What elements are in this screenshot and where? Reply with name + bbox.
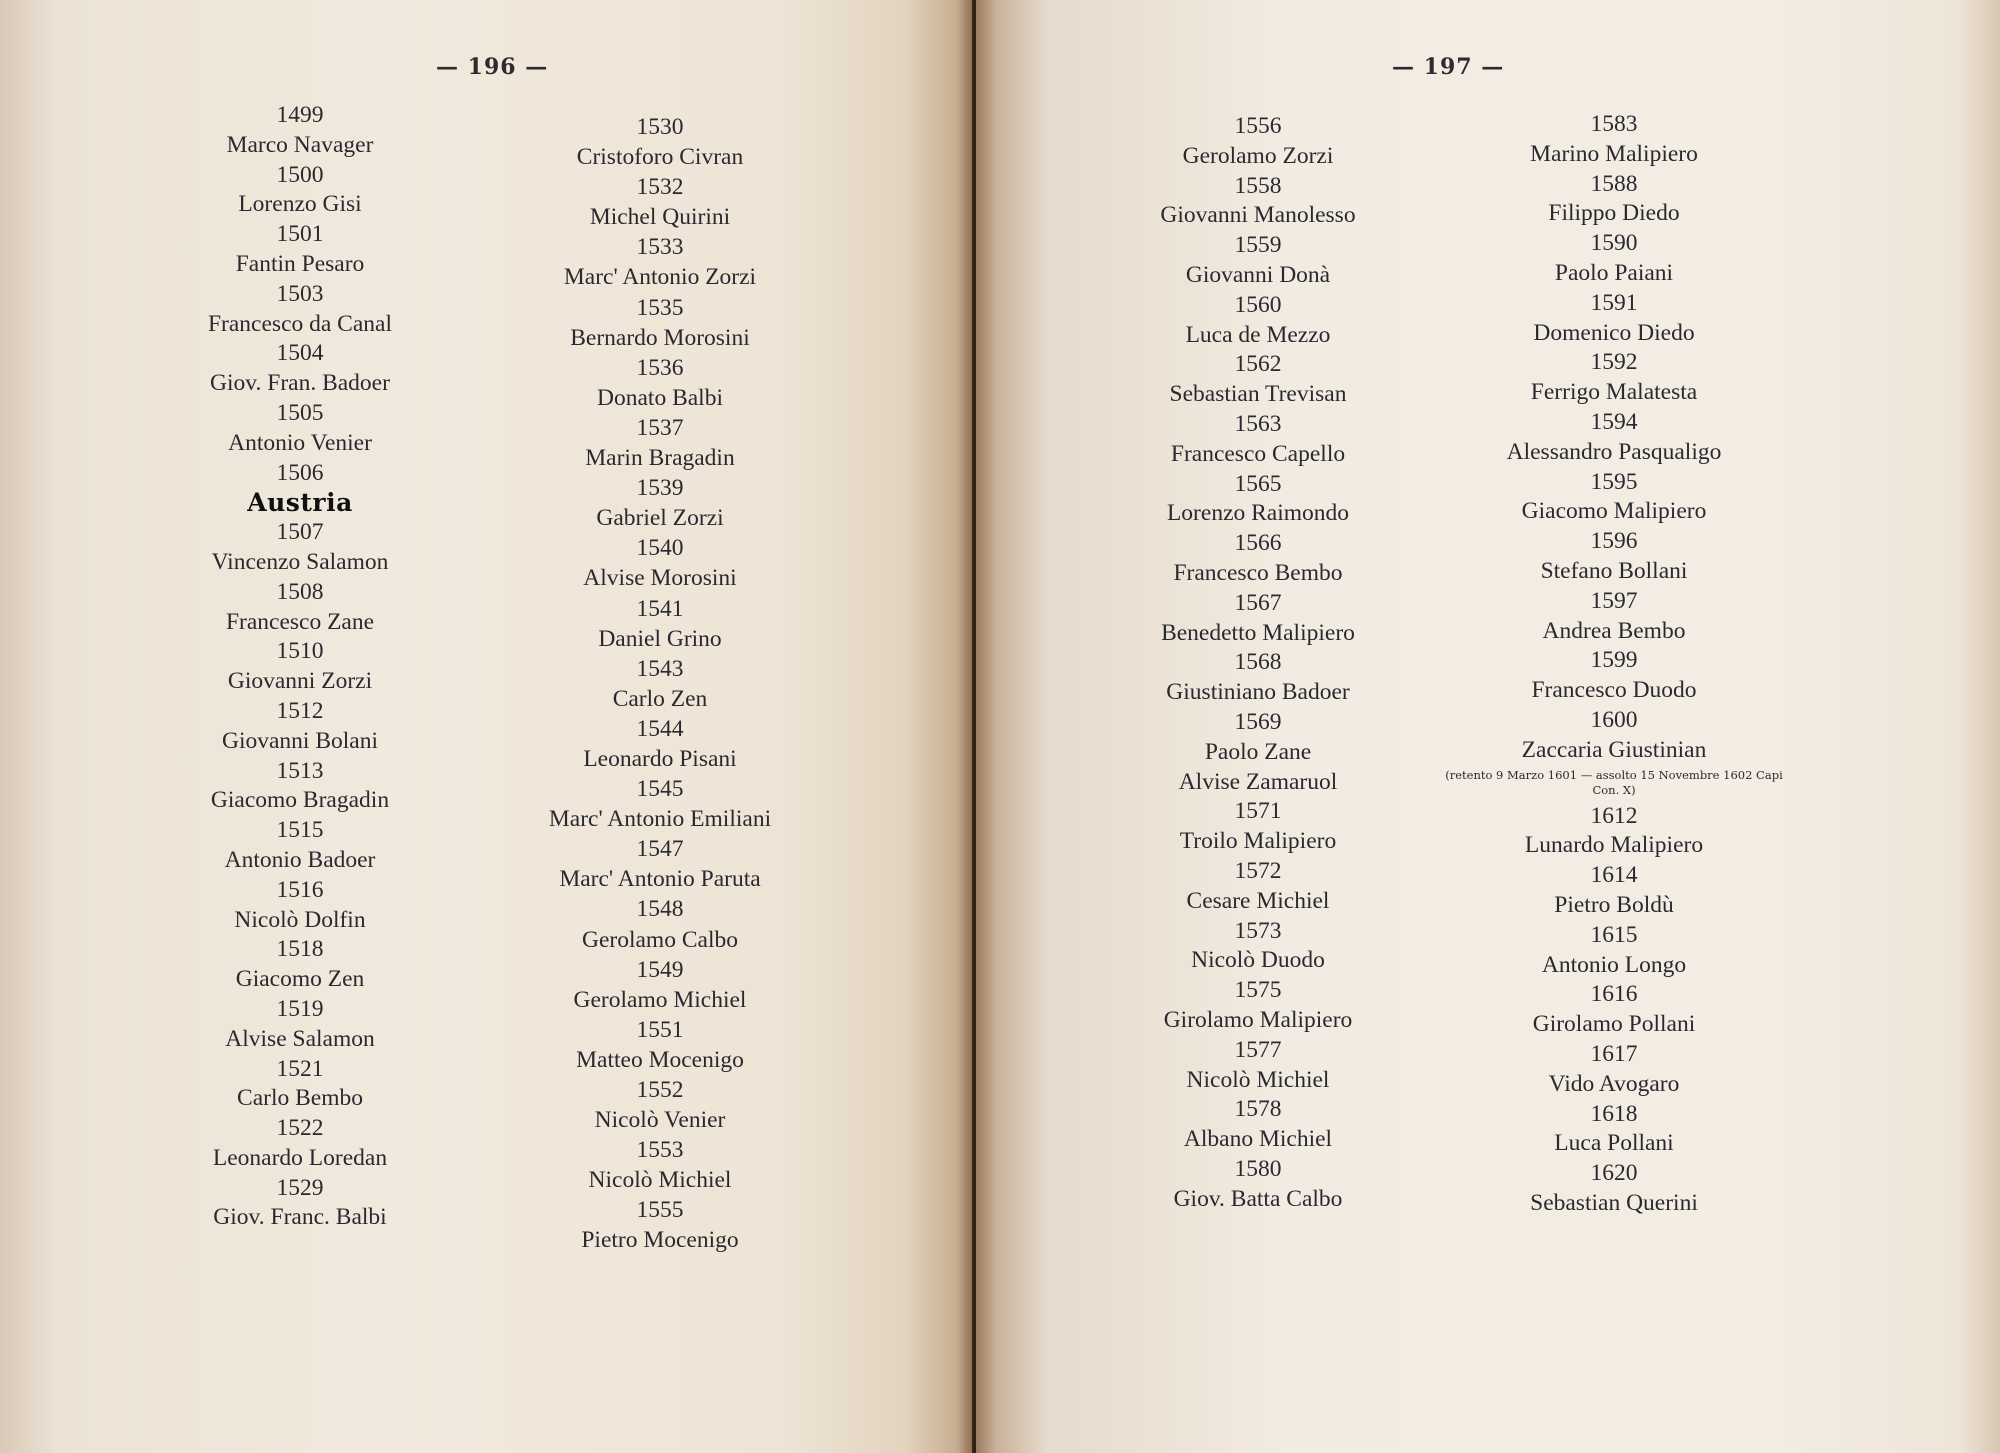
- name-entry: Giovanni Donà: [1185, 261, 1331, 288]
- year-entry: 1612: [1590, 802, 1638, 829]
- name-entry: Lunardo Malipiero: [1524, 832, 1704, 859]
- name-entry: Antonio Longo: [1541, 951, 1687, 978]
- name-entry: Michel Quirini: [589, 204, 731, 231]
- name-entry: Gabriel Zorzi: [596, 505, 724, 532]
- name-entry: Lorenzo Raimondo: [1166, 500, 1350, 527]
- name-entry: Marc' Antonio Zorzi: [563, 264, 757, 291]
- page-number-header: — 197 —: [1392, 54, 1505, 80]
- name-entry: Francesco Zane: [225, 608, 375, 635]
- name-entry: Albano Michiel: [1183, 1126, 1333, 1153]
- name-entry: Nicolò Dolfin: [234, 906, 366, 933]
- footnote-entry: (retento 9 Marzo 1601 — assolto 15 Novembre 1602 Capi Con. X): [1445, 767, 1783, 797]
- name-entry: Francesco Capello: [1170, 440, 1346, 467]
- year-entry: 1567: [1234, 589, 1282, 616]
- year-entry: 1617: [1590, 1040, 1638, 1067]
- name-entry: Vincenzo Salamon: [211, 548, 389, 575]
- year-entry: 1600: [1590, 706, 1638, 733]
- year-entry: 1553: [636, 1137, 684, 1164]
- name-entry: Giacomo Malipiero: [1521, 498, 1707, 525]
- name-entry: Carlo Zen: [612, 685, 708, 712]
- name-entry: Nicolò Duodo: [1191, 947, 1325, 974]
- year-entry: 1515: [276, 817, 324, 844]
- year-entry: 1571: [1234, 798, 1282, 825]
- year-entry: 1577: [1234, 1036, 1282, 1063]
- year-entry: 1562: [1234, 351, 1282, 378]
- year-entry: 1513: [276, 757, 324, 784]
- name-entry: Alessandro Pasqualigo: [1506, 438, 1722, 465]
- name-entry: Matteo Mocenigo: [576, 1046, 744, 1073]
- year-entry: 1565: [1234, 470, 1282, 497]
- column-left-1: [150, 101, 450, 1233]
- year-entry: 1572: [1234, 857, 1282, 884]
- year-entry: 1552: [636, 1077, 684, 1103]
- year-entry: 1508: [276, 578, 324, 605]
- name-entry: Gerolamo Calbo: [582, 926, 738, 953]
- name-entry: Daniel Grino: [598, 625, 722, 652]
- name-entry: Antonio Badoer: [224, 846, 376, 873]
- year-entry: 1518: [276, 936, 324, 963]
- name-entry: Antonio Venier: [228, 429, 372, 456]
- year-entry: 1551: [636, 1016, 684, 1043]
- name-entry: Nicolò Michiel: [1186, 1066, 1330, 1093]
- name-entry: Marino Malipiero: [1530, 140, 1698, 167]
- name-entry: Pietro Boldù: [1554, 891, 1674, 918]
- column-right-1: [1108, 112, 1408, 1214]
- year-entry: 1618: [1590, 1100, 1638, 1127]
- year-entry: 1535: [636, 294, 684, 321]
- name-entry: Benedetto Malipiero: [1161, 619, 1355, 646]
- year-entry: 1597: [1590, 587, 1638, 614]
- name-entry: Alvise Morosini: [583, 565, 737, 592]
- year-entry: 1503: [276, 280, 324, 307]
- year-entry: 1516: [276, 876, 324, 903]
- name-entry: Leonardo Loredan: [212, 1144, 388, 1171]
- year-entry: 1578: [1234, 1096, 1282, 1123]
- year-entry: 1521: [276, 1055, 324, 1082]
- year-entry: 1558: [1234, 172, 1282, 199]
- name-entry: Luca Pollani: [1554, 1130, 1674, 1157]
- name-entry: Gerolamo Zorzi: [1182, 142, 1334, 169]
- name-entry: Ferrigo Malatesta: [1530, 379, 1698, 406]
- name-entry: Marin Bragadin: [585, 445, 735, 472]
- year-entry: 1507: [276, 519, 324, 546]
- year-entry: 1556: [1234, 113, 1282, 139]
- year-entry: 1620: [1590, 1160, 1638, 1187]
- name-entry: Paolo Paiani: [1554, 259, 1674, 286]
- year-entry: 1590: [1590, 230, 1638, 257]
- name-entry: Giovanni Manolesso: [1160, 202, 1356, 229]
- name-entry: Filippo Diedo: [1548, 200, 1680, 227]
- year-entry: 1575: [1234, 977, 1282, 1004]
- year-entry: 1595: [1590, 468, 1638, 495]
- year-entry: 1549: [636, 956, 684, 983]
- year-entry: 1548: [636, 896, 684, 923]
- year-entry: 1537: [636, 414, 684, 441]
- name-entry: Alvise Zamaruol: [1178, 768, 1338, 795]
- year-entry: 1547: [636, 836, 684, 863]
- name-entry: Francesco Duodo: [1531, 677, 1697, 704]
- right-page: [976, 0, 2000, 1453]
- name-entry: Marc' Antonio Emiliani: [548, 806, 772, 833]
- name-entry: Domenico Diedo: [1533, 319, 1695, 346]
- year-entry: 1540: [636, 535, 684, 562]
- year-entry: 1594: [1590, 408, 1638, 435]
- name-entry: Cesare Michiel: [1186, 887, 1330, 914]
- name-entry: Paolo Zane: [1204, 738, 1312, 765]
- name-entry: Francesco da Canal: [207, 310, 392, 337]
- year-entry: 1533: [636, 234, 684, 261]
- year-entry: 1512: [276, 697, 324, 724]
- name-entry: Zaccaria Giustinian: [1521, 736, 1707, 763]
- year-entry: 1530: [636, 114, 684, 140]
- year-entry: 1555: [636, 1197, 684, 1224]
- year-entry: 1568: [1234, 649, 1282, 676]
- year-entry: 1541: [636, 595, 684, 622]
- name-entry: Luca de Mezzo: [1185, 321, 1331, 348]
- name-entry: Giov. Fran. Badoer: [210, 370, 390, 397]
- name-entry: Francesco Bembo: [1173, 559, 1343, 586]
- name-entry: Girolamo Malipiero: [1163, 1006, 1353, 1033]
- name-entry: Marco Navager: [226, 131, 374, 158]
- column-right-2: [1444, 110, 1784, 1219]
- name-entry: Lorenzo Gisi: [238, 191, 362, 218]
- year-entry: 1559: [1234, 232, 1282, 259]
- name-entry: Giov. Franc. Balbi: [213, 1204, 387, 1231]
- year-entry: 1616: [1590, 981, 1638, 1008]
- year-entry: 1532: [636, 174, 684, 201]
- name-entry: Girolamo Pollani: [1532, 1011, 1696, 1038]
- name-entry: Marc' Antonio Paruta: [559, 866, 761, 893]
- year-entry: 1566: [1234, 530, 1282, 557]
- name-entry: Gerolamo Michiel: [573, 986, 747, 1013]
- year-entry: 1522: [276, 1115, 324, 1142]
- year-entry: 1591: [1590, 289, 1638, 316]
- page-number-header: — 196 —: [436, 54, 549, 80]
- name-entry: Pietro Mocenigo: [581, 1227, 739, 1254]
- year-entry: 1588: [1590, 170, 1638, 197]
- name-entry: Fantin Pesaro: [235, 250, 365, 277]
- name-entry: Sebastian Trevisan: [1169, 381, 1347, 408]
- name-entry: Giacomo Bragadin: [210, 787, 390, 814]
- year-entry: 1504: [276, 340, 324, 367]
- section-heading: Austria: [247, 488, 353, 518]
- name-entry: Giovanni Zorzi: [227, 668, 373, 695]
- year-entry: 1560: [1234, 291, 1282, 318]
- year-entry: 1592: [1590, 349, 1638, 376]
- year-entry: 1580: [1234, 1155, 1282, 1182]
- year-entry: 1563: [1234, 410, 1282, 437]
- name-entry: Giustiniano Badoer: [1166, 679, 1350, 706]
- name-entry: Sebastian Querini: [1530, 1189, 1698, 1216]
- name-entry: Giacomo Zen: [235, 966, 365, 993]
- year-entry: 1519: [276, 995, 324, 1022]
- year-entry: 1543: [636, 655, 684, 682]
- year-entry: 1500: [276, 161, 324, 188]
- name-entry: Andrea Bembo: [1542, 617, 1686, 644]
- name-entry: Vido Avogaro: [1548, 1070, 1680, 1097]
- name-entry: Giovanni Bolani: [222, 727, 378, 754]
- year-entry: 1539: [636, 475, 684, 502]
- year-entry: 1615: [1590, 921, 1638, 948]
- name-entry: Cristoforo Civran: [576, 144, 744, 171]
- year-entry: 1599: [1590, 647, 1638, 674]
- name-entry: Nicolò Michiel: [588, 1167, 732, 1194]
- year-entry: 1505: [276, 399, 324, 426]
- name-entry: Carlo Bembo: [237, 1085, 363, 1112]
- year-entry: 1501: [276, 221, 324, 248]
- name-entry: Donato Balbi: [597, 384, 723, 411]
- year-entry: 1510: [276, 638, 324, 665]
- name-entry: Giov. Batta Calbo: [1173, 1185, 1343, 1212]
- year-entry: 1569: [1234, 708, 1282, 735]
- year-entry: 1544: [636, 715, 684, 742]
- year-entry: 1573: [1234, 917, 1282, 944]
- year-entry: 1529: [276, 1174, 324, 1201]
- year-entry: 1614: [1590, 862, 1638, 889]
- year-entry: 1545: [636, 776, 684, 803]
- name-entry: Bernardo Morosini: [570, 324, 750, 351]
- year-entry: 1583: [1590, 111, 1638, 137]
- year-entry: 1536: [636, 354, 684, 381]
- name-entry: Nicolò Venier: [594, 1107, 726, 1134]
- left-page: [0, 0, 972, 1453]
- name-entry: Stefano Bollani: [1540, 557, 1688, 584]
- column-left-2: [510, 112, 810, 1256]
- year-entry: 1596: [1590, 528, 1638, 555]
- year-entry: 1506: [276, 459, 324, 486]
- name-entry: Leonardo Pisani: [583, 745, 737, 772]
- name-entry: Alvise Salamon: [225, 1025, 375, 1052]
- year-entry: 1499: [276, 102, 324, 128]
- name-entry: Troilo Malipiero: [1179, 828, 1337, 855]
